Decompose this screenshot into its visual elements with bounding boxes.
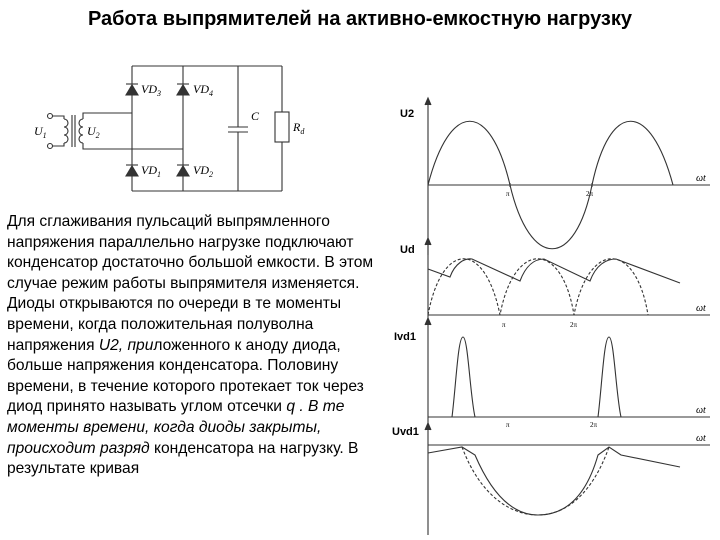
primary-winding [64,119,68,143]
u1-terminal-bottom [48,144,53,149]
ud-pi-label: π [502,321,506,329]
uvd1-graph-label: Uvd1 [392,426,419,438]
ud-2pi-label: 2π [570,321,578,329]
primary-winding-leads [53,116,65,146]
ivd1-graph-label: Ivd1 [394,331,417,343]
ivd1-wt-label: ωt [696,405,706,416]
u2-label: $U_2$ [87,124,100,140]
u1-terminal-top [48,114,53,119]
vd3-label: $VD_3$ [141,82,161,98]
capacitor-label: C [251,109,260,123]
resistor-label: $R_d$ [293,120,305,136]
ud-graph-label: Ud [400,244,415,256]
vd1-label: $VD_1$ [141,163,161,179]
text-part-4: q . В те моменты времени, когда диоды закрыты, происходит разряд [7,398,345,457]
ivd1-current-pulse-1 [452,337,475,417]
resistor-body [275,112,289,142]
rectifier-circuit-diagram [30,45,310,195]
ivd1-2pi-label: 2π [590,421,598,429]
ivd1-pi-label: π [506,421,510,429]
u2-graph-label: U2 [400,108,415,120]
vd2-label: $VD_2$ [193,163,213,179]
text-part-2: U2, при [98,336,154,354]
vd4-label: $VD_4$ [193,82,213,98]
text-part-1: Для сглаживания пульсаций выпрямленного напряжения параллельно нагрузке подключают конденсатор достаточно большой емкости. В этом случае режим работы выпрямителя изменяется. Диоды открываются по очереди в те моменты времени, когда положительная полуволна напряжения [7,213,374,354]
explanation-text [7,212,382,480]
uvd1-reference-dashed [462,447,609,515]
u2-pi-label: π [506,190,510,198]
u2-wt-label: ωt [696,173,706,184]
secondary-winding [79,119,83,143]
u2-2pi-label: 2π [586,190,594,198]
diode-vd4-symbol [177,85,189,95]
diode-vd2-symbol [177,166,189,176]
text-part-3: ложенного к аноду диода, больше напряжения конденсатора. Половину времени, в течение которого протекает ток через диод принято называть углом отсечки [7,336,364,416]
ud-rectified-dashed [428,259,648,315]
ivd1-current-pulse-2 [598,337,621,417]
ud-wt-label: ωt [696,303,706,314]
diode-vd1-symbol [126,166,138,176]
u1-label: $U_1$ [34,124,47,140]
uvd1-wt-label: ωt [696,433,706,444]
page-title: Работа выпрямителей на активно-емкостную нагрузку [87,8,632,30]
waveform-graphs [380,95,710,535]
ud-smoothed-output [428,259,680,283]
text-part-5: конденсатора на нагрузку. В результате кривая [7,439,359,478]
diode-vd3-symbol [126,85,138,95]
